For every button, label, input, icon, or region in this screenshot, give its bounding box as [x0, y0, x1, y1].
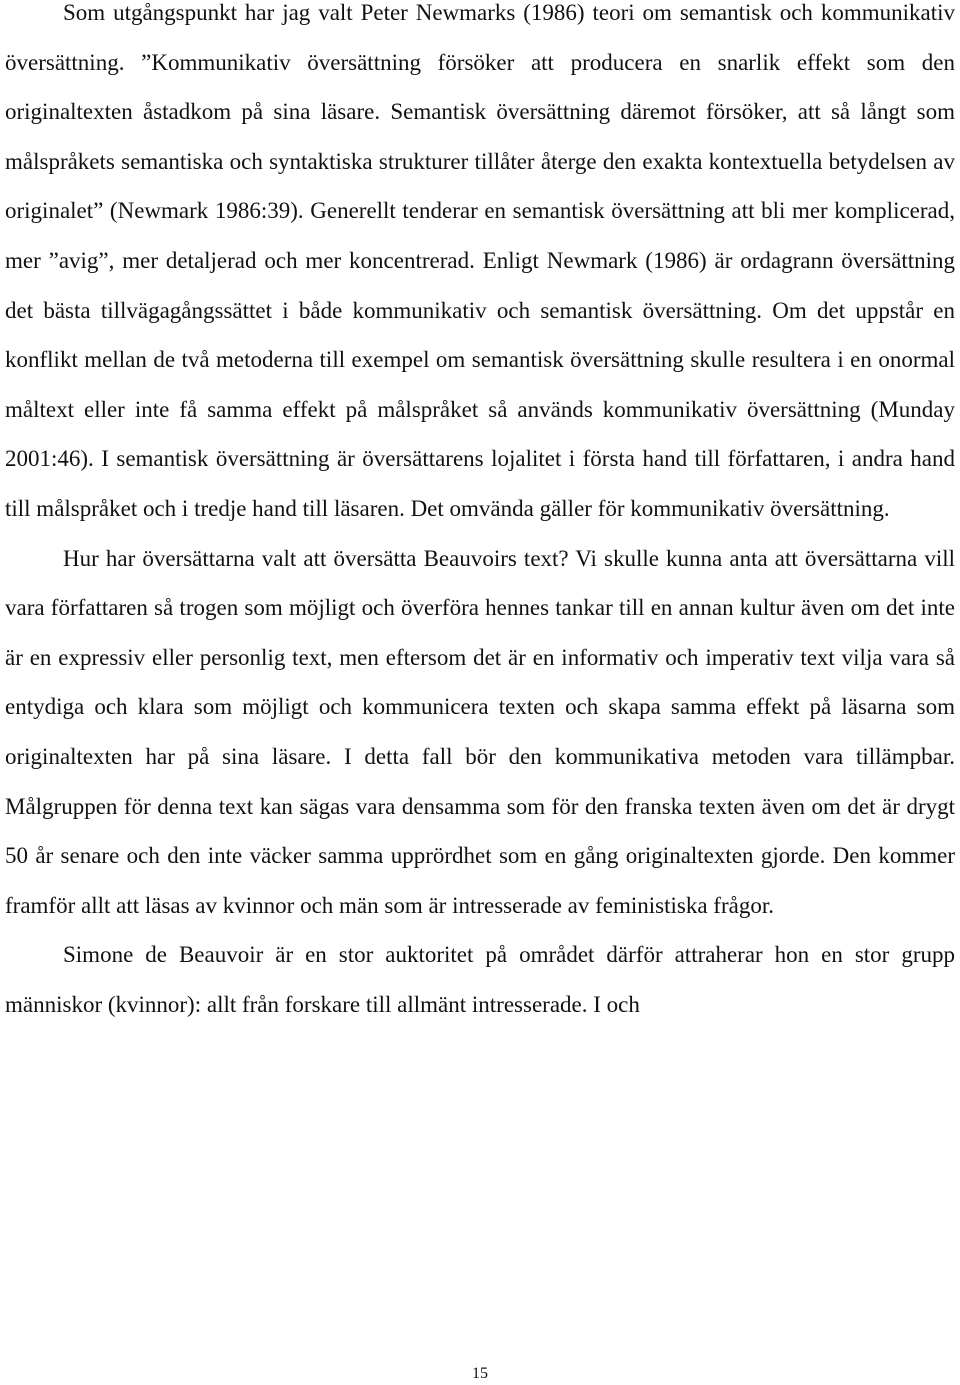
page-number: 15	[472, 1365, 488, 1382]
body-paragraph: Som utgångspunkt har jag valt Peter Newmarks (1986) teori om semantisk och kommunikativ översättning. ”Kommunikativ översättning försöker att producera en snarlik effekt som den originaltexten åstadkom på sina läsare. Semantisk översättning däremot försöker, att så långt som målspråkets semantiska och syntaktiska strukturer tillåter återge den exakta kontextuella betydelsen av originalet” (Newmark 1986:39). Generellt tenderar en semantisk översättning att bli mer komplicerad, mer ”avig”, mer detaljerad och mer koncentrerad. Enligt Newmark (1986) är ordagrann översättning det bästa tillvägagångssättet i både kommunikativ och semantisk översättning. Om det uppstår en konflikt mellan de två metoderna till exempel om semantisk översättning skulle resultera i en onormal måltext eller inte få samma effekt på målspråket så används kommunikativ översättning (Munday 2001:46). I semantisk översättning är översättarens lojalitet i första hand till författaren, i andra hand till målspråket och i tredje hand till läsaren. Det omvända gäller för kommunikativ översättning.	[5, 0, 955, 521]
document-page	[5, 0, 955, 1385]
body-paragraph: Simone de Beauvoir är en stor auktoritet på området därför attraherar hon en stor grupp människor (kvinnor): allt från forskare till allmänt intresserade. I och	[5, 942, 955, 1017]
body-paragraph: Hur har översättarna valt att översätta Beauvoirs text? Vi skulle kunna anta att översättarna vill vara författaren så trogen som möjligt och överföra hennes tankar till en annan kultur även om det inte är en expressiv eller personlig text, men eftersom det är en informativ och imperativ text vilja vara så entydiga och klara som möjligt och kommunicera texten och skapa samma effekt på läsarna som originaltexten har på sina läsare. I detta fall bör den kommunikativa metoden vara tillämpbar. Målgruppen för denna text kan sägas vara densamma som för den franska texten även om det är drygt 50 år senare och den inte väcker samma upprördhet som en gång originaltexten gjorde. Den kommer framför allt att läsas av kvinnor och män som är intresserade av feministiska frågor.	[5, 545, 955, 918]
